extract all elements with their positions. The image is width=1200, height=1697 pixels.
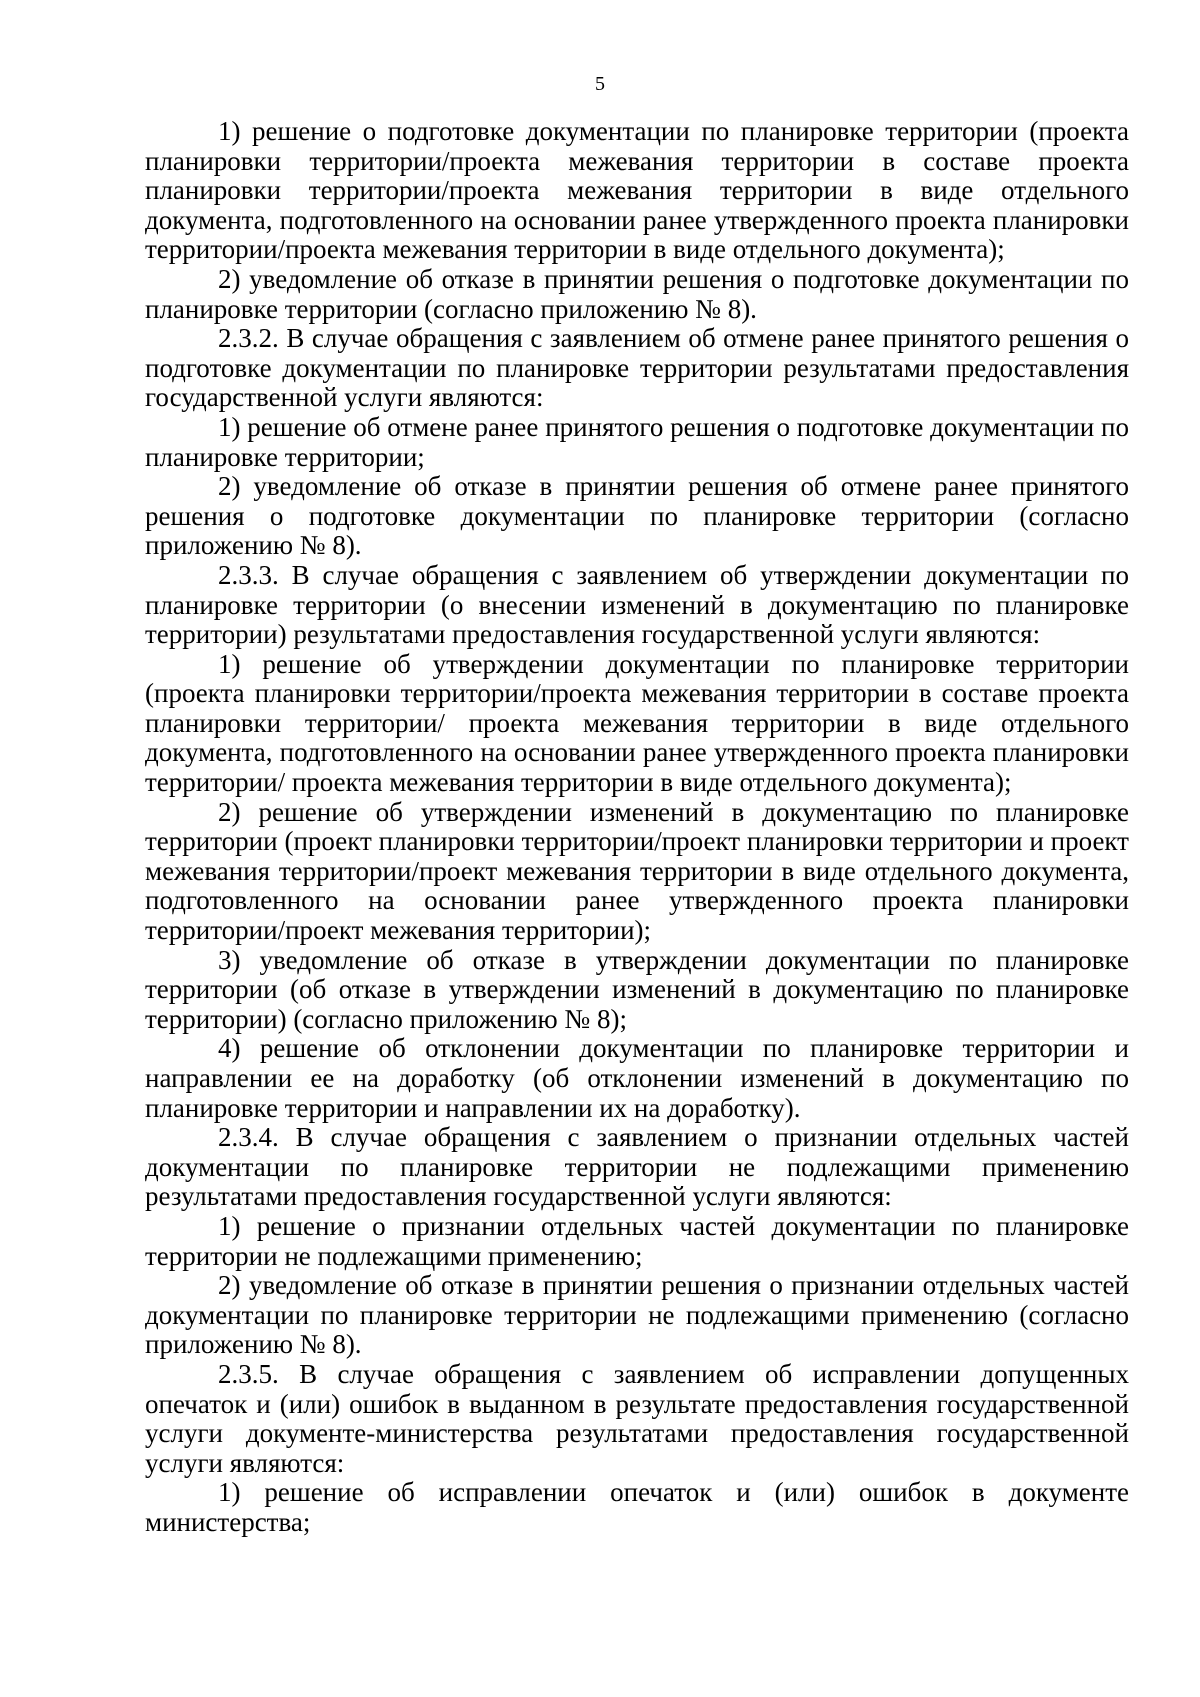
paragraph-6: 2.3.3. В случае обращения с заявлением об утверждении документации по планировке территории (о внесении изменений в документацию по планировке территории) результатами предоставления государственной услуги являются: [145,559,1129,650]
paragraph-14: 2.3.5. В случае обращения с заявлением об исправлении допущенных опечаток и (или) ошибок в выданном в результате предоставления государственной услуги документе-министерства результатами предоставления государственной услуги являются: [145,1358,1129,1478]
paragraph-2: 2) уведомление об отказе в принятии решения о подготовке документации по планировке территории (согласно приложению № 8). [145,263,1129,324]
document-body [145,117,1129,1538]
paragraph-11: 2.3.4. В случае обращения с заявлением о признании отдельных частей документации по планировке территории не подлежащими применению результатами предоставления государственной услуги являются: [145,1122,1129,1212]
paragraph-5: 2) уведомление об отказе в принятии решения об отмене ранее принятого решения о подготовке документации по планировке территории (согласно приложению № 8). [145,471,1129,561]
paragraph-1: 1) решение о подготовке документации по планировке территории (проекта планировки территории/проекта межевания территории в составе проекта планировки территории/проекта межевания территории в виде отдельного документа, подготовленного на основании ранее утвержденного проекта планировки территории/проекта межевания территории в виде отдельного документа); [145,116,1129,265]
paragraph-9: 3) уведомление об отказе в утверждении документации по планировке территории (об отказе в утверждении изменений в документацию по планировке территории) (согласно приложению № 8); [145,944,1129,1034]
paragraph-3: 2.3.2. В случае обращения с заявлением об отмене ранее принятого решения о подготовке документации по планировке территории результатами предоставления государственной услуги являются: [145,323,1129,413]
paragraph-10: 4) решение об отклонении документации по планировке территории и направлении ее на доработку (об отклонении изменений в документацию по планировке территории и направлении их на доработку). [145,1033,1129,1123]
paragraph-12: 1) решение о признании отдельных частей документации по планировке территории не подлежащими применению; [145,1210,1129,1271]
paragraph-13: 2) уведомление об отказе в принятии решения о признании отдельных частей документации по планировке территории не подлежащими применению (согласно приложению № 8). [145,1270,1129,1360]
page-number: 5 [595,73,605,95]
paragraph-4: 1) решение об отмене ранее принятого решения о подготовке документации по планировке территории; [145,411,1129,472]
paragraph-8: 2) решение об утверждении изменений в документацию по планировке территории (проект планировки территории/проект планировки территории и проект межевания территории/проект межевания территории в виде отдельного документа, подготовленного на основании ранее утвержденного проекта планировки территории/проект межевания территории); [145,796,1129,946]
paragraph-15: 1) решение об исправлении опечаток и (или) ошибок в документе министерства; [145,1477,1129,1537]
paragraph-7: 1) решение об утверждении документации по планировке территории (проекта планировки территории/проекта межевания территории в составе проекта планировки территории/ проекта межевания территории в виде отдельного документа, подготовленного на основании ранее утвержденного проекта планировки территории/ проекта межевания территории в виде отдельного документа); [145,648,1129,798]
